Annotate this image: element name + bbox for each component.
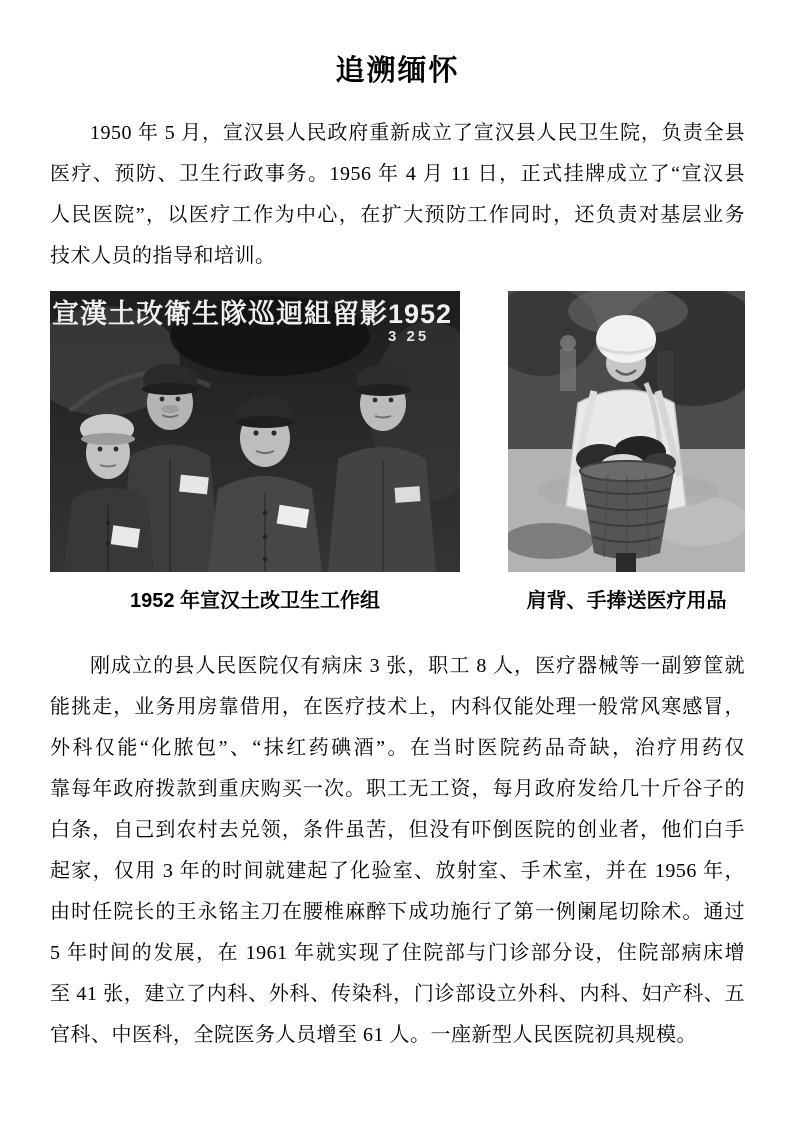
photo-row xyxy=(50,291,745,572)
photo-right-delivery xyxy=(508,291,745,572)
text-line: 能挑走，业务用房靠借用，在医疗技术上，内科仅能处理一般常风寒感冒， xyxy=(50,696,745,718)
photo-caption-right: 肩背、手捧送医疗用品 xyxy=(526,590,727,612)
paragraph-intro xyxy=(50,113,745,277)
photo-left-work-team xyxy=(50,291,460,572)
photo-caption-left: 1952 年宣汉土改卫生工作组 xyxy=(129,590,381,612)
caption-row xyxy=(50,587,745,615)
text-line: 由时任院长的王永铭主刀在腰椎麻醉下成功施行了第一例阑尾切除术。通过 xyxy=(50,901,745,923)
text-line: 刚成立的县人民医院仅有病床 3 张，职工 8 人，医疗器械等一副箩筐就 xyxy=(90,655,745,677)
text-line: 1950 年 5 月，宣汉县人民政府重新成立了宣汉县人民卫生院，负责全县 xyxy=(90,122,745,144)
text-line: 人民医院”，以医疗工作为中心，在扩大预防工作同时，还负责对基层业务 xyxy=(50,204,745,226)
overlay-text-main: 宣漢土改衛生隊巡迴組留影1952 xyxy=(52,299,453,329)
page-title: 追溯缅怀 xyxy=(335,55,460,87)
text-line: 起家，仅用 3 年的时间就建起了化验室、放射室、手术室，并在 1956 年， xyxy=(50,860,745,882)
text-line: 5 年时间的发展，在 1961 年就实现了住院部与门诊部分设，住院部病床增 xyxy=(50,942,745,964)
text-line: 至 41 张，建立了内科、外科、传染科，门诊部设立外科、内科、妇产科、五 xyxy=(50,983,745,1005)
text-line: 外科仅能“化脓包”、“抹红药碘酒”。在当时医院药品奇缺，治疗用药仅 xyxy=(50,737,745,759)
overlay-text-date: 3 25 xyxy=(388,328,430,345)
text-line: 医疗、预防、卫生行政事务。1956 年 4 月 11 日，正式挂牌成立了“宣汉县 xyxy=(50,163,745,185)
text-line: 技术人员的指导和培训。 xyxy=(50,245,276,267)
text-line: 靠每年政府拨款到重庆购买一次。职工无工资，每月政府发给几十斤谷子的 xyxy=(50,778,745,800)
delivery-illustration xyxy=(508,291,745,572)
text-line: 官科、中医科，全院医务人员增至 61 人。一座新型人民医院初具规模。 xyxy=(50,1024,697,1046)
text-line: 白条，自己到农村去兑领，条件虽苦，但没有吓倒医院的创业者，他们白手 xyxy=(50,819,745,841)
paragraph-history xyxy=(50,646,745,1056)
work-team-illustration xyxy=(50,291,460,572)
